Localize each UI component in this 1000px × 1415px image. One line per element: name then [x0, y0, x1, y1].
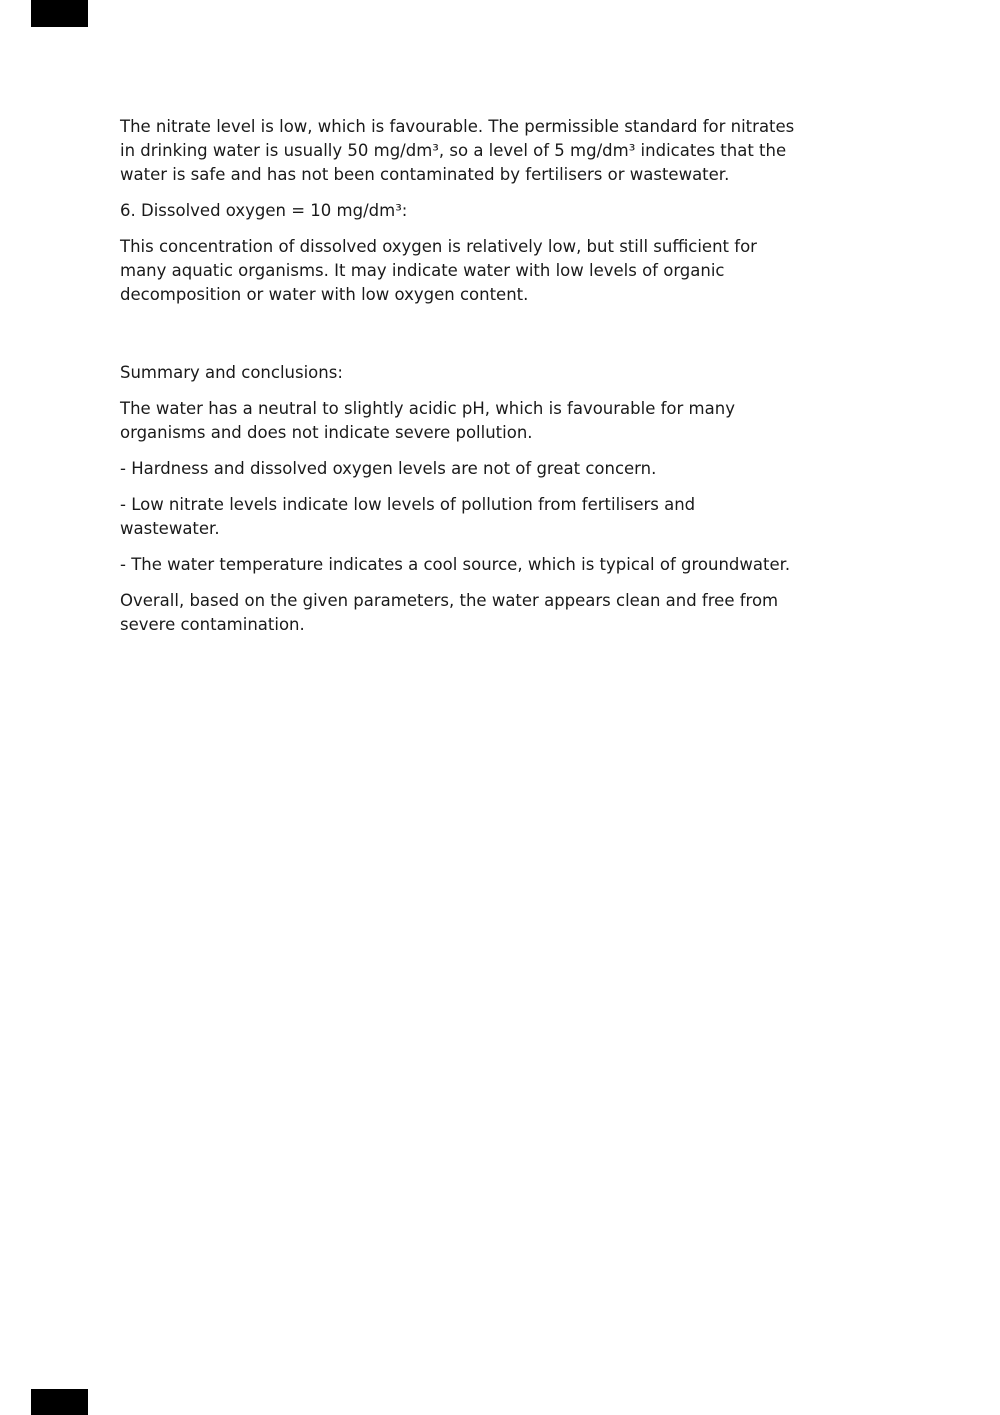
scan-artifact-mark-bottom	[31, 1389, 88, 1415]
text-line: - Hardness and dissolved oxygen levels are not of great concern.	[120, 459, 657, 478]
paragraph-summary-ph	[120, 397, 1000, 445]
scan-artifact-mark-top	[31, 0, 88, 27]
document-body	[120, 115, 1000, 649]
heading-summary-conclusions	[120, 361, 1000, 385]
text-line: The water has a neutral to slightly acidic pH, which is favourable for many	[120, 399, 735, 418]
text-line: many aquatic organisms. It may indicate water with low levels of organic	[120, 261, 725, 280]
text-line: in drinking water is usually 50 mg/dm³, so a level of 5 mg/dm³ indicates that the	[120, 141, 787, 160]
bullet-water-temperature	[120, 553, 1000, 577]
paragraph-nitrate-assessment	[120, 115, 1000, 187]
text-line: - The water temperature indicates a cool source, which is typical of groundwater.	[120, 555, 791, 574]
heading-dissolved-oxygen	[120, 199, 1000, 223]
text-line: decomposition or water with low oxygen content.	[120, 285, 529, 304]
text-line: severe contamination.	[120, 615, 305, 634]
text-line: wastewater.	[120, 519, 220, 538]
text-line: This concentration of dissolved oxygen is relatively low, but still sufficient for	[120, 237, 757, 256]
text-line: organisms and does not indicate severe pollution.	[120, 423, 533, 442]
blank-paragraph-spacer	[120, 319, 1000, 361]
paragraph-overall-conclusion	[120, 589, 1000, 637]
text-line: water is safe and has not been contaminated by fertilisers or wastewater.	[120, 165, 730, 184]
text-line: Summary and conclusions:	[120, 363, 343, 382]
paragraph-dissolved-oxygen-assessment	[120, 235, 1000, 307]
text-line: The nitrate level is low, which is favourable. The permissible standard for nitrates	[120, 117, 795, 136]
text-line: Overall, based on the given parameters, the water appears clean and free from	[120, 591, 779, 610]
bullet-hardness-oxygen	[120, 457, 1000, 481]
bullet-low-nitrates	[120, 493, 1000, 541]
text-line: - Low nitrate levels indicate low levels of pollution from fertilisers and	[120, 495, 696, 514]
text-line: 6. Dissolved oxygen = 10 mg/dm³:	[120, 201, 408, 220]
